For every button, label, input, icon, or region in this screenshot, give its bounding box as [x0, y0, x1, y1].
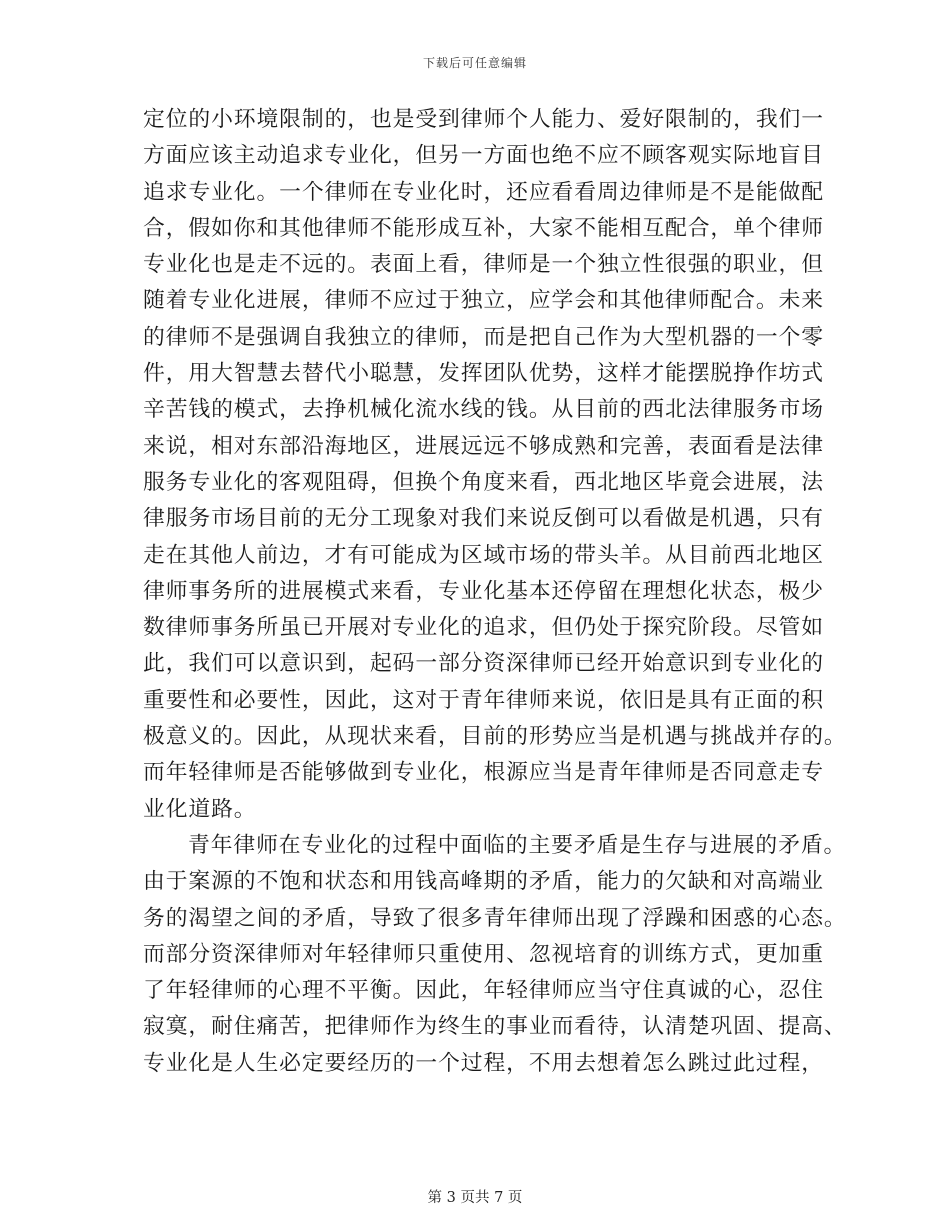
text-line: 专业化是人生必定要经历的一个过程，不用去想着怎么跳过此过程， — [143, 1050, 824, 1076]
document-body — [143, 102, 847, 1082]
text-line: 合，假如你和其他律师不能形成互补，大家不能相互配合，单个律师 — [143, 215, 824, 241]
text-line: 律服务市场目前的无分工现象对我们来说反倒可以看做是机遇，只有 — [143, 506, 824, 532]
text-line: 极意义的。因此，从现状来看，目前的形势应当是机遇与挑战并存的。 — [143, 724, 847, 750]
text-line: 务的渴望之间的矛盾，导致了很多青年律师出现了浮躁和困惑的心态。 — [143, 905, 847, 931]
text-line: 专业化也是走不远的。表面上看，律师是一个独立性很强的职业，但 — [143, 252, 824, 278]
text-line: 青年律师在专业化的过程中面临的主要矛盾是生存与进展的矛盾。 — [188, 832, 847, 858]
page-number-footer: 第 3 页共 7 页 — [427, 1190, 523, 1206]
text-line: 辛苦钱的模式，去挣机械化流水线的钱。从目前的西北法律服务市场 — [143, 397, 824, 423]
text-line: 而年轻律师是否能够做到专业化，根源应当是青年律师是否同意走专 — [143, 760, 824, 786]
text-line: 走在其他人前边，才有可能成为区域市场的带头羊。从目前西北地区 — [143, 542, 824, 568]
text-line: 由于案源的不饱和状态和用钱高峰期的矛盾，能力的欠缺和对高端业 — [143, 869, 824, 895]
page-header: 下载后可任意编辑 — [422, 56, 527, 70]
text-line: 业化道路。 — [143, 796, 257, 822]
paragraph-2 — [143, 828, 847, 1082]
text-line: 来说，相对东部沿海地区，进展远远不够成熟和完善，表面看是法律 — [143, 433, 824, 459]
text-line: 件，用大智慧去替代小聪慧，发挥团队优势，这样才能摆脱挣作坊式 — [143, 361, 824, 387]
text-line: 数律师事务所虽已开展对专业化的追求，但仍处于探究阶段。尽管如 — [143, 615, 824, 641]
text-line: 律师事务所的进展模式来看，专业化基本还停留在理想化状态，极少 — [143, 578, 824, 604]
text-line: 服务专业化的客观阻碍，但换个角度来看，西北地区毕竟会进展，法 — [143, 469, 824, 495]
text-line: 的律师不是强调自我独立的律师，而是把自己作为大型机器的一个零 — [143, 324, 824, 350]
text-line: 随着专业化进展，律师不应过于独立，应学会和其他律师配合。未来 — [143, 288, 824, 314]
text-line: 追求专业化。一个律师在专业化时，还应看看周边律师是不是能做配 — [143, 179, 824, 205]
text-line: 而部分资深律师对年轻律师只重使用、忽视培育的训练方式，更加重 — [143, 941, 824, 967]
text-line: 方面应该主动追求专业化，但另一方面也绝不应不顾客观实际地盲目 — [143, 143, 824, 169]
text-line: 寂寞，耐住痛苦，把律师作为终生的事业而看待，认清楚巩固、提高、 — [143, 1014, 847, 1040]
text-line: 重要性和必要性，因此，这对于青年律师来说，依旧是具有正面的积 — [143, 687, 824, 713]
paragraph-1 — [143, 102, 847, 828]
text-line: 此，我们可以意识到，起码一部分资深律师已经开始意识到专业化的 — [143, 651, 824, 677]
text-line: 了年轻律师的心理不平衡。因此，年轻律师应当守住真诚的心，忍住 — [143, 978, 824, 1004]
text-line: 定位的小环境限制的，也是受到律师个人能力、爱好限制的，我们一 — [143, 107, 824, 132]
